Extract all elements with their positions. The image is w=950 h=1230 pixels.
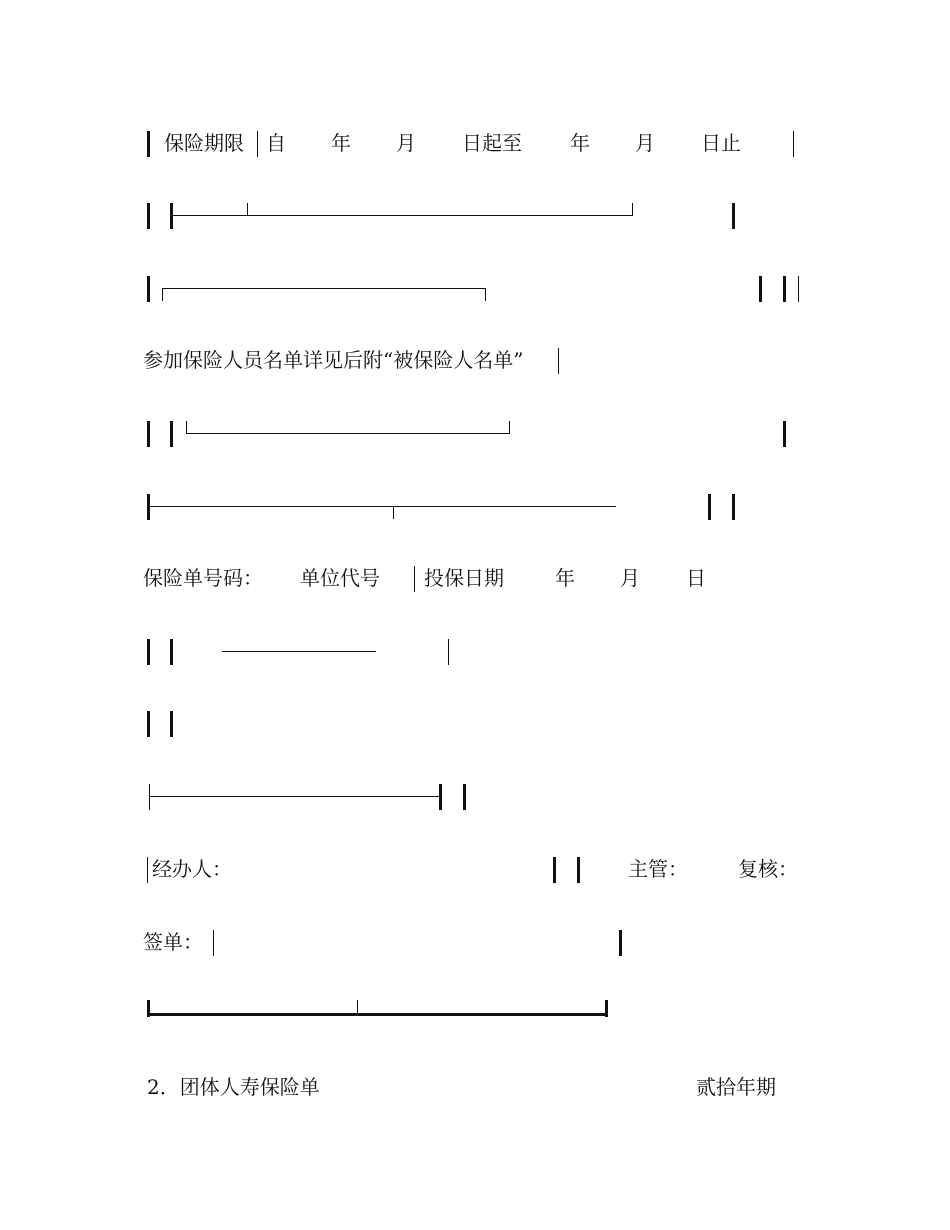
table-border [213,930,214,956]
period-day-end: 日止 [701,131,741,155]
period-month-start: 月 [396,131,416,155]
period-day-start: 日起至 [462,131,522,155]
table-border [147,639,150,665]
table-border [147,494,150,520]
table-border [708,494,711,520]
table-border [732,494,735,520]
table-border [783,421,786,447]
table-border [257,131,258,157]
section-title: 2．团体人寿保险单 [147,1075,320,1099]
table-border [732,203,735,229]
period-year-end: 年 [570,131,590,155]
section-code: 贰拾年期 [696,1075,776,1099]
table-border [463,784,466,810]
participants-note: 参加保险人员名单详见后附“被保险人名单” [143,348,524,372]
table-rule-tick [393,506,394,519]
table-border [170,421,173,447]
issuer-label: 签单： [143,930,203,954]
table-rule-tick [485,288,486,301]
table-border [170,711,173,737]
table-rule [149,506,616,507]
table-rule-tick [247,203,248,215]
table-border [619,930,622,956]
table-rule-tick [149,784,150,810]
handler-label: 经办人： [152,857,232,881]
table-rule-tick [357,1000,358,1013]
table-border [147,711,150,737]
table-border [439,784,442,810]
table-border [783,276,786,302]
table-border [170,639,173,665]
table-border [577,857,580,883]
period-from: 自 [266,131,286,155]
table-border [793,131,794,157]
table-rule [222,651,376,652]
supervisor-label: 主管： [628,857,688,881]
table-border [147,421,150,447]
apply-month: 月 [620,566,640,590]
table-border [147,276,150,302]
table-rule-tick [632,203,633,215]
table-rule [172,215,633,216]
unit-code-label: 单位代号 [300,566,380,590]
table-border [170,203,173,229]
period-label: 保险期限 [164,131,244,155]
period-month-end: 月 [635,131,655,155]
table-rule [186,433,510,434]
table-rule [149,796,439,797]
table-rule-tick [186,421,187,433]
apply-day: 日 [686,566,706,590]
table-rule-tick [509,421,510,433]
apply-date-label: 投保日期 [424,566,504,590]
table-border [605,1000,608,1017]
policy-number-label: 保险单号码： [143,566,263,590]
table-border [759,276,762,302]
table-border [798,276,799,302]
reviewer-label: 复核： [738,857,798,881]
table-border [414,566,415,592]
table-rule [147,1013,608,1016]
table-border [553,857,556,883]
period-year-start: 年 [331,131,351,155]
table-rule [162,288,486,289]
table-rule-tick [162,288,163,301]
apply-year: 年 [555,566,575,590]
table-border [147,857,148,883]
table-border [147,131,150,157]
table-border [448,639,449,665]
table-border [558,348,559,374]
table-border [147,203,150,229]
